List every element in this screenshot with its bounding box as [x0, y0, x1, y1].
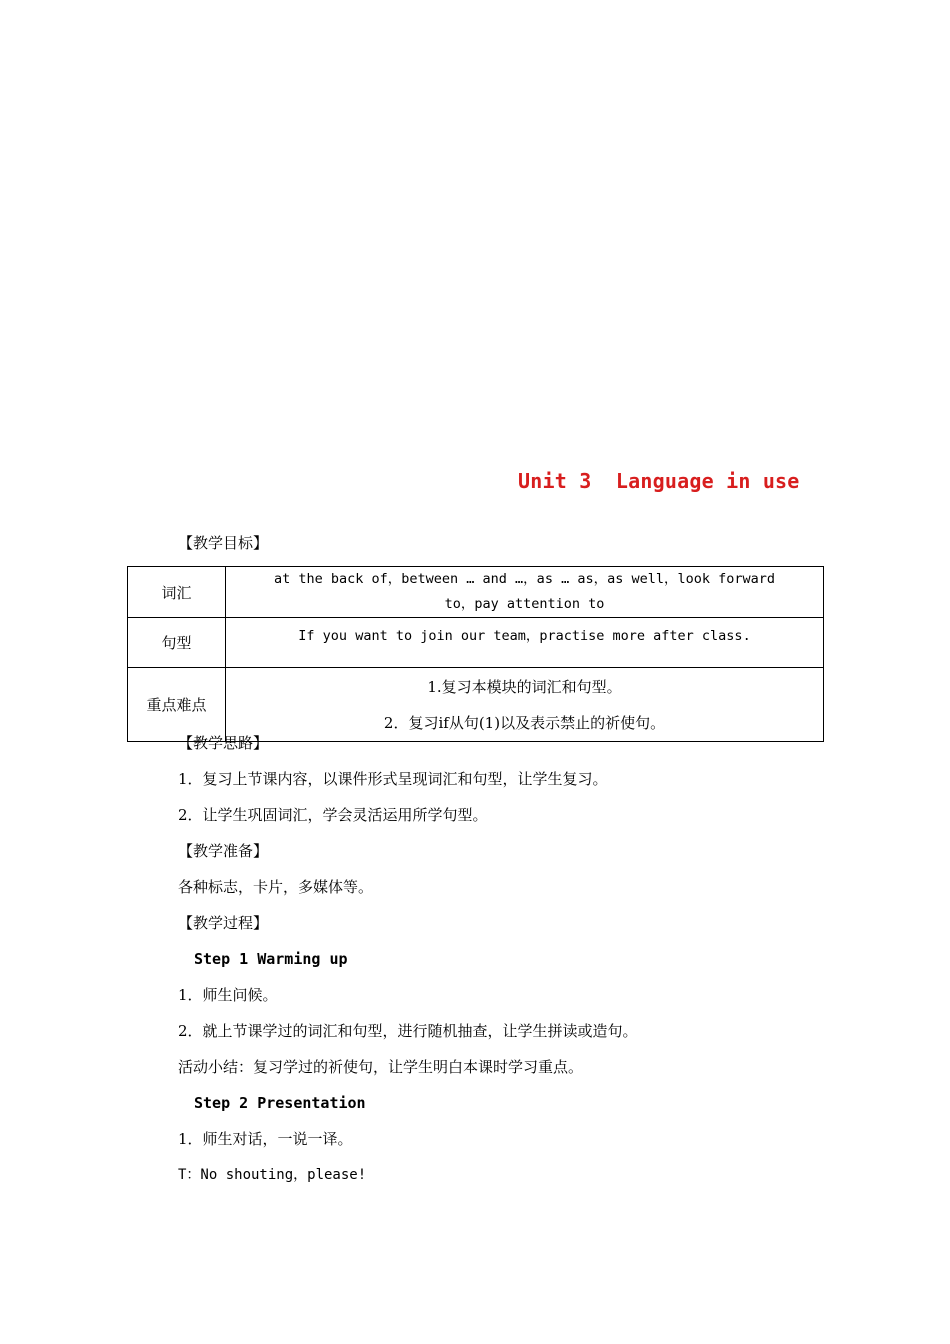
row-label-vocabulary: 词汇 — [128, 567, 226, 618]
prep-text: 各种标志，卡片，多媒体等。 — [178, 878, 374, 896]
step2-item: 1．师生对话，一说一译。 — [178, 1130, 353, 1148]
step2-dialogue: T：No shouting，please! — [178, 1167, 367, 1183]
row-content-key-points — [226, 668, 824, 742]
objectives-table — [127, 566, 824, 742]
content-line: If you want to join our team，practise more after class. — [298, 628, 751, 644]
step2-title: Step 2 Presentation — [194, 1094, 366, 1112]
row-content-vocabulary — [226, 567, 824, 618]
content-line: 1.复习本模块的词汇和句型。 — [427, 677, 622, 696]
content-line: at the back of，between … and …，as … as，as well，look forward — [273, 571, 776, 587]
objectives-heading: 【教学目标】 — [178, 534, 269, 552]
table-row — [128, 668, 824, 742]
step1-summary: 活动小结：复习学过的祈使句，让学生明白本课时学习重点。 — [178, 1058, 584, 1076]
table-row — [128, 618, 824, 668]
prep-heading: 【教学准备】 — [178, 842, 269, 860]
approach-item: 2．让学生巩固词汇，学会灵活运用所学句型。 — [178, 806, 488, 824]
approach-item: 1．复习上节课内容，以课件形式呈现词汇和句型，让学生复习。 — [178, 770, 608, 788]
content-line: 2．复习if从句(1)以及表示禁止的祈使句。 — [383, 713, 666, 732]
row-content-sentence — [226, 618, 824, 668]
page-title: Unit 3 Language in use — [518, 469, 800, 493]
row-label-sentence: 句型 — [128, 618, 226, 668]
approach-heading: 【教学思路】 — [178, 734, 269, 752]
step1-item: 2．就上节课学过的词汇和句型，进行随机抽查，让学生拼读或造句。 — [178, 1022, 638, 1040]
table-row — [128, 567, 824, 618]
step1-item: 1．师生问候。 — [178, 986, 278, 1004]
process-heading: 【教学过程】 — [178, 914, 269, 932]
row-label-key-points: 重点难点 — [128, 668, 226, 742]
step1-title: Step 1 Warming up — [194, 950, 348, 968]
content-line: to，pay attention to — [444, 596, 605, 612]
